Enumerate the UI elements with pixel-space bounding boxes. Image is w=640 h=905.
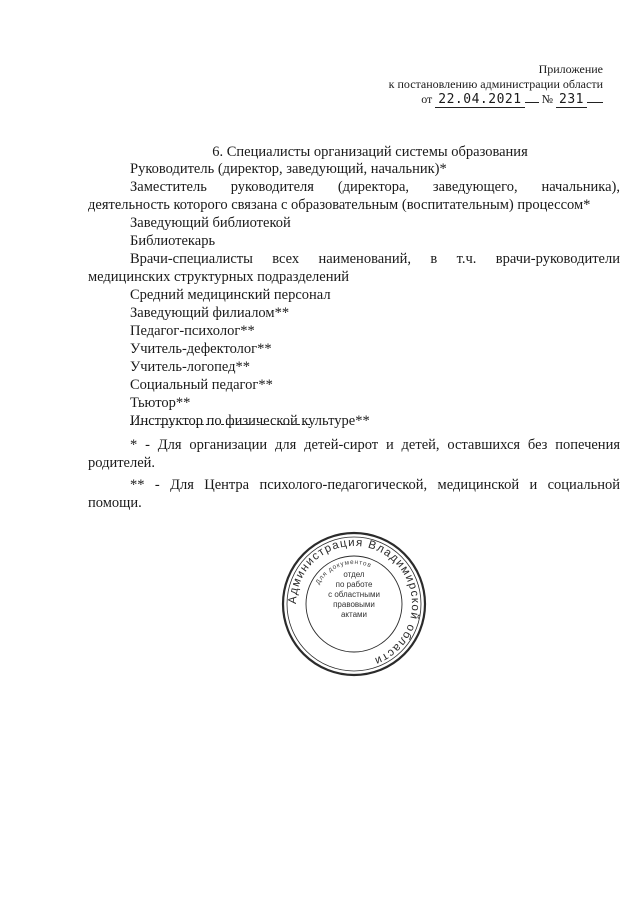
list-item: Средний медицинский персонал <box>130 287 331 303</box>
date-prefix: от <box>421 92 433 106</box>
list-item: Учитель-логопед** <box>130 359 250 375</box>
list-item: Заместитель руководителя (директора, заведующего, начальника), деятельность которого связана с образовательным (воспитательным) процессом* <box>88 179 620 213</box>
resolution-reference: к постановлению администрации области <box>388 77 603 91</box>
footnote-separator <box>130 424 310 425</box>
official-stamp <box>280 530 428 678</box>
list-item: Библиотекарь <box>130 233 216 249</box>
position-list <box>88 160 620 430</box>
number-value: 231 <box>556 92 587 108</box>
list-item: Заведующий библиотекой <box>130 215 291 231</box>
list-item: Тьютор** <box>130 395 191 411</box>
stamp-inner-text: Для документов <box>314 558 373 586</box>
footnote-orphans: * - Для организации для детей-сирот и детей, оставшихся без попечения родителей. <box>88 437 620 471</box>
date-value: 22.04.2021 <box>435 92 524 108</box>
stamp-center-text: отдел по работе с областными правовыми актами <box>328 570 380 619</box>
appendix-header <box>343 62 603 107</box>
list-item: Социальный педагог** <box>130 377 273 393</box>
list-item: Инструктор по физической культуре** <box>130 413 370 429</box>
list-item: Врачи-специалисты всех наименований, в т.ч. врачи-руководители медицинских структурных подразделений <box>88 251 620 285</box>
list-item: Заведующий филиалом** <box>130 305 290 321</box>
number-prefix: № <box>541 92 554 106</box>
footnotes <box>88 436 620 516</box>
list-item: Руководитель (директор, заведующий, начальник)* <box>130 161 447 177</box>
footnote-center: ** - Для Центра психолого-педагогической, медицинской и социальной помощи. <box>88 477 620 511</box>
appendix-label: Приложение <box>538 62 603 76</box>
date-number-line <box>343 92 603 107</box>
stamp-outer-text: Администрация Владимирской области <box>286 536 422 668</box>
list-item: Учитель-дефектолог** <box>130 341 272 357</box>
list-item: Педагог-психолог** <box>130 323 255 339</box>
section-title: 6. Специалисты организаций системы образования <box>212 144 528 160</box>
